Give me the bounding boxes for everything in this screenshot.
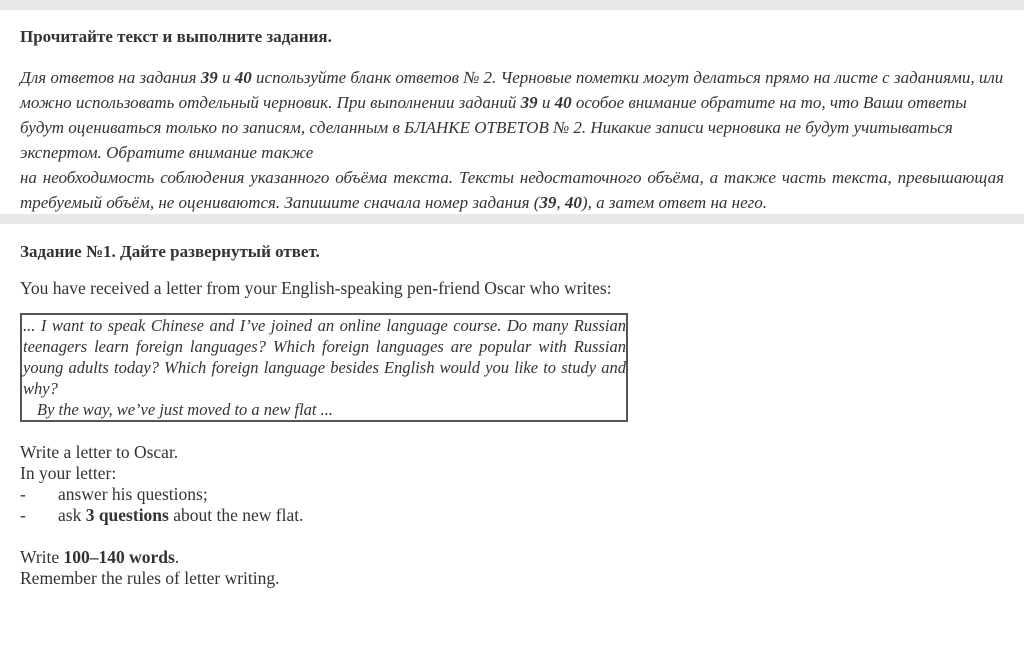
top-divider-band [0, 0, 1024, 10]
letter-signoff: By the way, we’ve just moved to a new flat ... [37, 400, 334, 419]
instructions-title: Прочитайте текст и выполните задания. [20, 27, 332, 46]
letter-body: ... I want to speak Chinese and I’ve joined an online language course. Do many Russian teenagers learn foreign languages? Which foreign languages are popular with Russian young adults today? Which foreign language besides English would you like to study and why? [23, 316, 626, 398]
bold-text: 39 [200, 68, 218, 87]
list-item-text [58, 484, 208, 505]
text-run: ask [58, 505, 86, 525]
bold-text: 39 [539, 193, 557, 212]
list-dash: - [20, 505, 26, 525]
task-section [0, 224, 1024, 589]
list-item-text [58, 505, 303, 526]
list-item [20, 505, 1004, 526]
task-title: Задание №1. Дайте развернутый ответ. [20, 242, 320, 261]
instructions-text [20, 65, 1004, 215]
in-letter-line: In your letter: [20, 463, 117, 483]
instructions-paragraph-2 [20, 165, 1004, 215]
list-item [20, 484, 1004, 505]
text-run: , [556, 193, 565, 212]
bold-text: 39 [520, 93, 538, 112]
bold-text: 100–140 words [63, 547, 175, 567]
text-run: . [174, 547, 180, 567]
bold-text: 40 [234, 68, 252, 87]
text-run: используйте бланк ответов № 2. Черновые пометки могут делаться прямо на листе с заданиями, или можно использовать отдельный черновик. При выполнении заданий [20, 68, 1004, 112]
bold-text: 3 questions [85, 505, 169, 525]
instructions-section [0, 10, 1024, 214]
text-run: Для ответов на задания [20, 68, 201, 87]
word-count-line [20, 547, 1004, 568]
instructions-paragraph-1 [20, 65, 1004, 165]
text-run: ), а затем ответ на него. [581, 193, 767, 212]
list-dash: - [20, 484, 26, 504]
text-run: Write [20, 547, 64, 567]
text-run: answer his questions; [58, 484, 208, 504]
bold-text: 40 [554, 93, 572, 112]
text-run: и [217, 68, 235, 87]
task-intro: You have received a letter from your English-speaking pen-friend Oscar who writes: [20, 278, 612, 298]
requirements-list [20, 484, 1004, 526]
write-to-line: Write a letter to Oscar. [20, 442, 179, 462]
text-run: особое внимание обратите на то, что Ваши ответы будут оцениваться только по записям, сделанным в БЛАНКЕ ОТВЕТОВ № 2. Никакие записи черновика не будут учитываться экспертом. Обратите внимание также [20, 93, 967, 162]
text-run: и [537, 93, 555, 112]
text-run: на необходимость соблюдения указанного объёма текста. Тексты недостаточного объёма, а также часть текста, превышающая требуемый объём, не оцениваются. Запишите сначала номер задания ( [20, 168, 1004, 212]
bold-text: 40 [564, 193, 582, 212]
letter-excerpt-box [20, 313, 628, 422]
middle-divider-band [0, 214, 1024, 224]
remember-line: Remember the rules of letter writing. [20, 568, 280, 588]
text-run: about the new flat. [168, 505, 304, 525]
